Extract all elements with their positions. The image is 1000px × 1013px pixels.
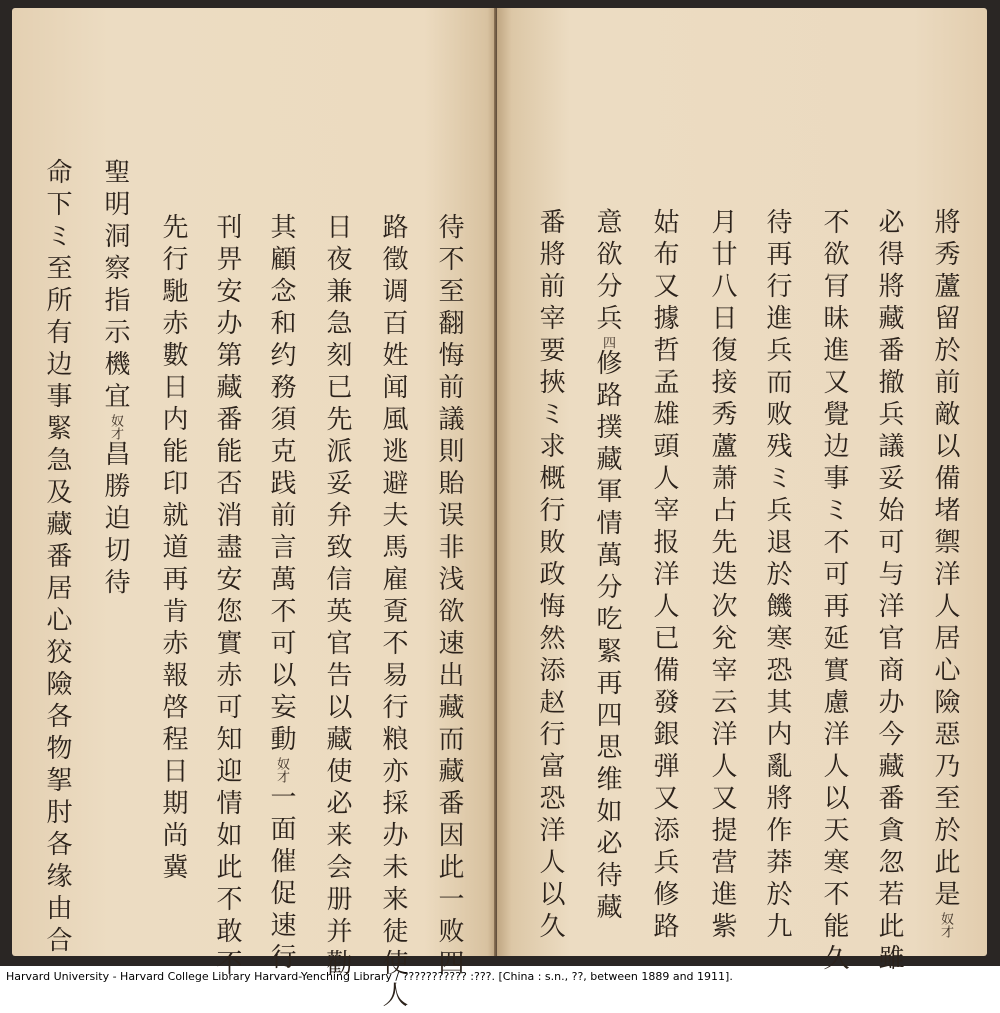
column-text: 路徵调百姓闻風逃避夫馬雇覔不易行粮亦採办未来徒使人 [378, 213, 408, 1013]
column-text: 刊畀安办第藏番能否消盡安您實赤可知迎情如此不敢不 [212, 213, 242, 981]
left-column-3 [158, 213, 188, 885]
right-page [497, 8, 987, 976]
column-text: 其顧念和约務須克践前言萬不可以妄動 [266, 213, 296, 757]
left-column-4 [212, 213, 242, 981]
column-note: 奴才 [938, 912, 953, 938]
left-column-1 [42, 158, 72, 958]
column-text: 月廿八日復接秀蘆萧占先迭次兊宰云洋人又提营進紫 [707, 208, 737, 944]
column-tail: 修路撲藏軍情萬分吃緊再四思维如必待藏 [592, 349, 622, 925]
column-text: 命下ミ至所有边事緊急及藏番居心狡險各物挐肘各缘由合 [42, 158, 72, 958]
column-tail: 一面催促速行 [266, 783, 296, 975]
column-text: 待不至翻悔前議則貽误非浅欲速出藏而藏番因此一败四 [434, 213, 464, 981]
column-text: 番將前宰要挾ミ求概行敗政悔然添赵行富恐洋人以久 [535, 208, 565, 944]
source-caption: Harvard University - Harvard College Library Harvard-Yenching Library / ??????????? :???. [China : s.n., ??, between 1889 and 1911]. [6, 970, 733, 983]
right-column-7 [874, 208, 904, 976]
left-column-8 [434, 213, 464, 981]
column-text: 將秀蘆留於前敵以備堵禦洋人居心險惡乃至於此是 [930, 208, 960, 912]
column-text: 聖明洞察指示機宜 [100, 158, 130, 414]
right-column-8 [930, 208, 960, 938]
column-text: 意欲分兵 [592, 208, 622, 336]
column-note: 奴才 [274, 757, 289, 783]
left-column-2 [100, 158, 130, 600]
left-column-6 [322, 213, 352, 981]
column-tail: 昌勝迫切待 [100, 440, 130, 600]
column-text: 待再行進兵而败残ミ兵退於饑寒恐其内亂將作莽於九 [762, 208, 792, 944]
column-note: 奴才 [108, 414, 123, 440]
left-column-5 [266, 213, 296, 975]
left-column-7 [378, 213, 408, 1013]
right-column-3 [649, 208, 679, 944]
column-note: 四 [600, 336, 615, 349]
right-column-2 [592, 208, 622, 925]
right-column-5 [762, 208, 792, 944]
column-text: 不欲肎昧進又覺边事ミ不可再延實慮洋人以天寒不能久 [819, 208, 849, 976]
column-text: 先行馳赤數日内能印就道再肯赤報啓程日期尚冀 [158, 213, 188, 885]
column-text: 必得將藏番撤兵議妥始可与洋官商办今藏番貪忽若此雖 [874, 208, 904, 976]
column-text: 姑布又據哲孟雄頭人宰报洋人已備發銀弾又添兵修路 [649, 208, 679, 944]
right-column-1 [535, 208, 565, 944]
right-column-6 [819, 208, 849, 976]
right-column-4 [707, 208, 737, 944]
column-text: 日夜兼急刻已先派妥弁致信英官告以藏使必来会册并勸 [322, 213, 352, 981]
